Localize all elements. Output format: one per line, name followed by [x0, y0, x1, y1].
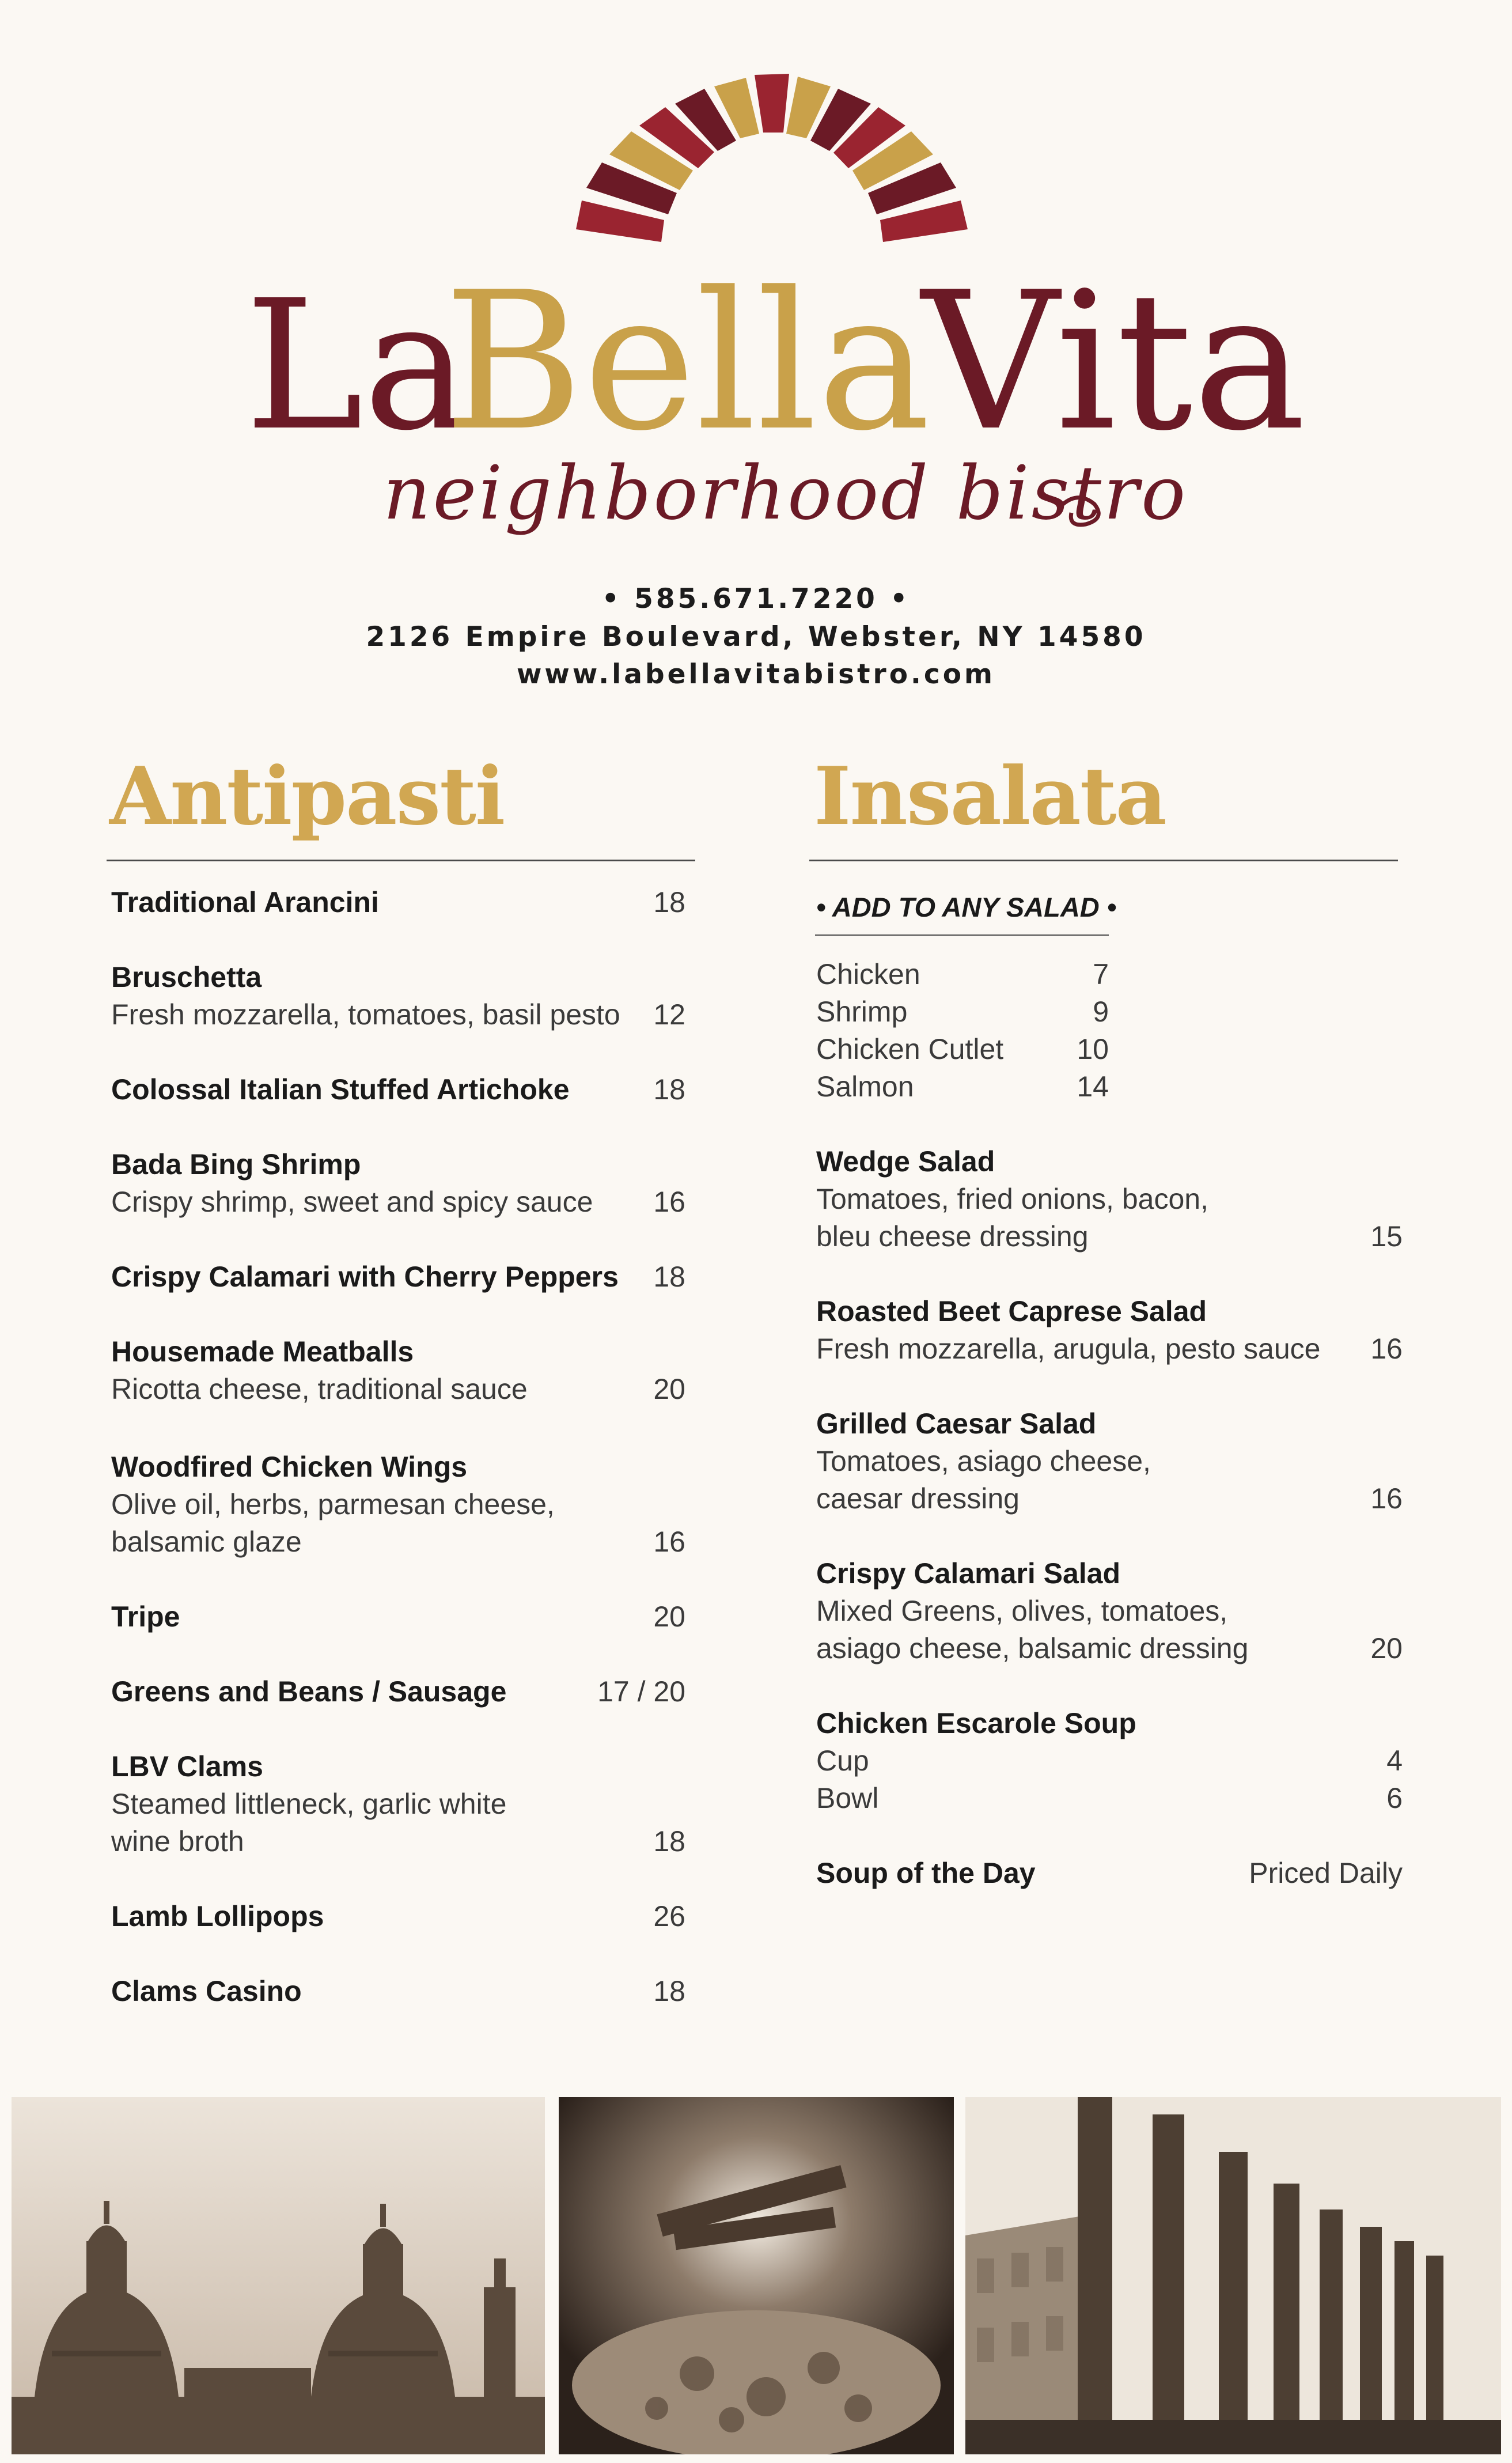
logo-la: La — [245, 262, 470, 470]
menu-item-name: Crispy Calamari Salad — [816, 1557, 1121, 1590]
menu-item-price: Priced Daily — [1249, 1857, 1403, 1889]
wood-fired-oven-photo — [559, 2097, 954, 2454]
menu-item-name: Clams Casino — [111, 1975, 302, 2007]
menu-item-name: Woodfired Chicken Wings — [111, 1451, 468, 1483]
menu-item-desc: Steamed littleneck, garlic white — [111, 1788, 507, 1820]
menu-item-desc: bleu cheese dressing — [816, 1220, 1089, 1253]
menu-item-desc: Fresh mozzarella, arugula, pesto sauce — [816, 1333, 1321, 1365]
logo-tagline: neighborhood bistro — [383, 451, 1188, 536]
menu-item-name: Traditional Arancini — [111, 886, 379, 918]
menu-item-price: 18 — [653, 1261, 685, 1293]
menu-item-price: 18 — [653, 886, 685, 918]
menu-item-desc: balsamic glaze — [111, 1526, 302, 1558]
addon-name: Chicken Cutlet — [816, 1033, 1004, 1065]
menu-item-price: 17 / 20 — [597, 1675, 685, 1708]
menu-item-price: 18 — [653, 1825, 685, 1857]
menu-item-name: Bada Bing Shrimp — [111, 1148, 361, 1181]
addon-price: 10 — [1077, 1033, 1109, 1065]
logo-vita: Vita — [922, 251, 1306, 472]
menu-item-desc: Tomatoes, fried onions, bacon, — [816, 1183, 1208, 1215]
menu-item-desc: Ricotta cheese, traditional sauce — [111, 1373, 528, 1405]
menu-item-price: 15 — [1370, 1220, 1403, 1253]
antipasti-divider — [107, 860, 695, 861]
menu-item-price: 16 — [1370, 1333, 1403, 1365]
add-to-salad-heading: • ADD TO ANY SALAD • — [816, 892, 1117, 922]
menu-item-price: 18 — [653, 1073, 685, 1106]
menu-item-price: 16 — [653, 1526, 685, 1558]
addon-price: 7 — [1093, 958, 1109, 990]
restaurant-logo — [0, 0, 1512, 576]
menu-item-name: Soup of the Day — [816, 1857, 1036, 1889]
menu-item-name: Bruschetta — [111, 961, 262, 993]
menu-item-price: 18 — [653, 1975, 685, 2007]
insalata-divider — [809, 860, 1398, 861]
menu-item-name: Lamb Lollipops — [111, 1900, 324, 1932]
phone-number: • 585.671.7220 • — [601, 583, 911, 615]
menu-item-name: Colossal Italian Stuffed Artichoke — [111, 1073, 570, 1106]
addon-name: Chicken — [816, 958, 920, 990]
menu-item-name: Chicken Escarole Soup — [816, 1707, 1136, 1739]
addon-name: Salmon — [816, 1070, 914, 1103]
menu-item-name: Tripe — [111, 1601, 180, 1633]
address: 2126 Empire Boulevard, Webster, NY 14580 — [366, 621, 1146, 653]
menu-item-name: LBV Clams — [111, 1750, 263, 1783]
addon-price: 9 — [1093, 996, 1109, 1028]
menu-item-price: 20 — [653, 1601, 685, 1633]
antipasti-heading: Antipasti — [109, 749, 505, 843]
soup-size-price: 4 — [1386, 1745, 1403, 1777]
menu-item-price: 26 — [653, 1900, 685, 1932]
logo-bella: Bella — [444, 251, 931, 472]
addon-price: 14 — [1077, 1070, 1109, 1103]
menu-item-desc: Tomatoes, asiago cheese, — [816, 1445, 1151, 1477]
menu-item-desc: caesar dressing — [816, 1482, 1020, 1515]
rome-domes-photo — [12, 2097, 545, 2454]
soup-size-price: 6 — [1386, 1782, 1403, 1814]
menu-item-name: Wedge Salad — [816, 1145, 995, 1178]
menu-item-desc: Fresh mozzarella, tomatoes, basil pesto — [111, 998, 620, 1031]
menu-item-price: 12 — [653, 998, 685, 1031]
menu-item-name: Greens and Beans / Sausage — [111, 1675, 507, 1708]
menu-item-desc: wine broth — [111, 1825, 244, 1857]
soup-size-name: Bowl — [816, 1782, 879, 1814]
website-link[interactable]: www.labellavitabistro.com — [517, 659, 995, 690]
menu-item-price: 16 — [1370, 1482, 1403, 1515]
roman-forum-columns-photo — [965, 2097, 1501, 2454]
menu-item-price: 20 — [1370, 1632, 1403, 1664]
addon-name: Shrimp — [816, 996, 908, 1028]
insalata-heading: Insalata — [814, 749, 1166, 843]
menu-item-desc: asiago cheese, balsamic dressing — [816, 1632, 1249, 1664]
menu-item-name: Housemade Meatballs — [111, 1335, 414, 1368]
menu-item-desc: Mixed Greens, olives, tomatoes, — [816, 1595, 1228, 1627]
menu-item-price: 16 — [653, 1186, 685, 1218]
menu-item-price: 20 — [653, 1373, 685, 1405]
brick-arch-icon — [576, 74, 968, 242]
menu-item-desc: Olive oil, herbs, parmesan cheese, — [111, 1488, 555, 1520]
menu-item-name: Roasted Beet Caprese Salad — [816, 1295, 1207, 1327]
soup-size-name: Cup — [816, 1745, 869, 1777]
menu-item-name: Crispy Calamari with Cherry Peppers — [111, 1261, 619, 1293]
menu-item-desc: Crispy shrimp, sweet and spicy sauce — [111, 1186, 593, 1218]
menu-item-name: Grilled Caesar Salad — [816, 1408, 1097, 1440]
addon-underline — [815, 934, 1109, 936]
